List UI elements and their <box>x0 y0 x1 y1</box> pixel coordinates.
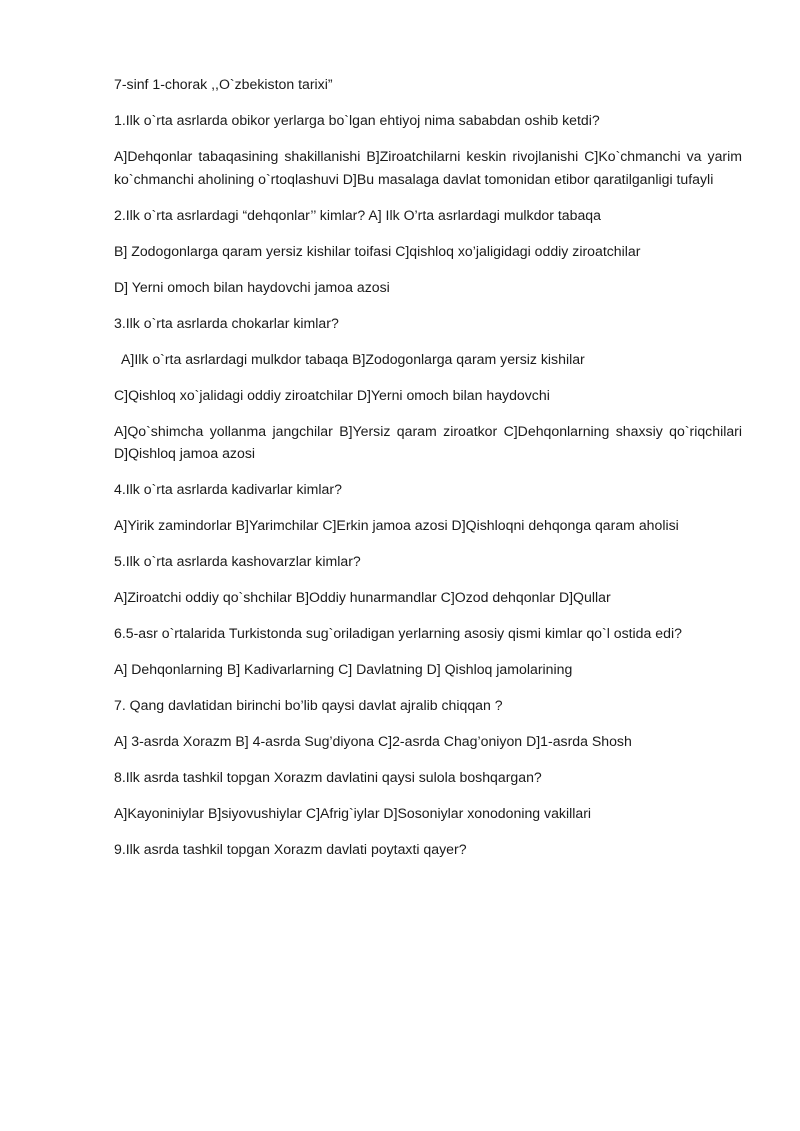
question-2: 2.Ilk o`rta asrlardagi “dehqonlar’’ kimlar? A] Ilk O’rta asrlardagi mulkdor tabaqa <box>114 206 601 223</box>
question-5: 5.Ilk o`rta asrlarda kashovarzlar kimlar? <box>114 553 361 569</box>
answers-5: A]Ziroatchi oddiy qo`shchilar B]Oddiy hunarmandlar C]Ozod dehqonlar D]Qullar <box>114 589 611 605</box>
question-7: 7. Qang davlatidan birinchi bo’lib qaysi davlat ajralib chiqqan ? <box>114 697 503 713</box>
question-4: 4.Ilk o`rta asrlarda kadivarlar kimlar? <box>114 481 342 497</box>
answers-1: A]Dehqonlar tabaqasining shakillanishi B]Ziroatchilarni keskin rivojlanishi C]Ko`chmanchi va yarim ko`chmanchi aholining o`rtoqlashuvi D]Bu masalaga davlat tomonidan etibor qaratilganligi tufayli <box>114 148 742 187</box>
answers-2-line-1: B] Zodogonlarga qaram yersiz kishilar toifasi C]qishloq xo’jaligidagi oddiy ziroatchilar <box>114 242 641 259</box>
answers-3-extra: A]Qo`shimcha yollanma jangchilar B]Yersiz qaram ziroatkor C]Dehqonlarning shaxsiy qo`riqchilari D]Qishloq jamoa azosi <box>114 422 742 461</box>
answers-6: A] Dehqonlarning B] Kadivarlarning C] Davlatning D] Qishloq jamolarining <box>114 661 573 677</box>
answers-4: A]Yirik zamindorlar B]Yarimchilar C]Erkin jamoa azosi D]Qishloqni dehqonga qaram aholisi <box>114 517 679 533</box>
question-8: 8.Ilk asrda tashkil topgan Xorazm davlatini qaysi sulola boshqargan? <box>114 769 542 785</box>
question-1: 1.Ilk o`rta asrlarda obikor yerlarga bo`lgan ehtiyoj nima sababdan oshib ketdi? <box>114 112 600 128</box>
question-6: 6.5-asr o`rtalarida Turkistonda sug`oriladigan yerlarning asosiy qismi kimlar qo`l ostida edi? <box>114 625 682 641</box>
question-3: 3.Ilk o`rta asrlarda chokarlar kimlar? <box>114 314 339 331</box>
answers-7: A] 3-asrda Xorazm B] 4-asrda Sug’diyona C]2-asrda Chag’oniyon D]1-asrda Shosh <box>114 733 632 749</box>
question-9: 9.Ilk asrda tashkil topgan Xorazm davlati poytaxti qayer? <box>114 841 467 857</box>
answers-3-line-2: C]Qishloq xo`jalidagi oddiy ziroatchilar D]Yerni omoch bilan haydovchi <box>114 386 550 403</box>
answers-3-line-1: A]Ilk o`rta asrlardagi mulkdor tabaqa B]Zodogonlarga qaram yersiz kishilar <box>121 350 585 367</box>
answers-8: A]Kayoniniylar B]siyovushiylar C]Afrig`iylar D]Sosoniylar xonodoning vakillari <box>114 805 592 821</box>
document-page <box>114 73 742 874</box>
answers-2-line-2: D] Yerni omoch bilan haydovchi jamoa azosi <box>114 278 390 295</box>
document-title: 7-sinf 1-chorak ,,O`zbekiston tarixi” <box>114 76 333 92</box>
